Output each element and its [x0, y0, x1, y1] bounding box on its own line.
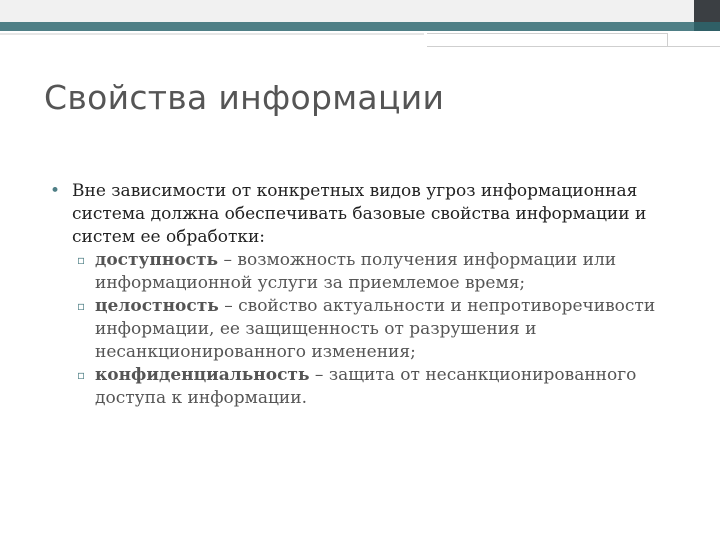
square-bullet-icon: ▫: [77, 253, 86, 267]
top-accent-bar: [0, 22, 720, 31]
slide-title: Свойства информации: [44, 78, 445, 117]
slide-content: [50, 180, 695, 410]
list-item: [50, 249, 695, 295]
square-bullet-icon: ▫: [77, 299, 86, 313]
intro-text: Вне зависимости от конкретных видов угроз информационная система должна обеспечивать базовые свойства информации и систем ее обработки:: [72, 181, 647, 247]
property-desc: – защита от несанкционированного доступа к информации.: [95, 365, 637, 408]
bullet-main: [50, 180, 695, 249]
list-item: [50, 295, 695, 364]
top-bar-dark: [694, 0, 720, 22]
property-term: целостность: [95, 296, 219, 316]
property-list: [50, 249, 695, 410]
divider-right-box: [427, 33, 668, 46]
top-accent-bar-end: [694, 22, 720, 31]
divider-right: [427, 46, 720, 47]
bullet-dot-icon: •: [50, 181, 61, 201]
property-term: конфиденциальность: [95, 365, 310, 385]
square-bullet-icon: ▫: [77, 368, 86, 382]
top-bar-light: [0, 0, 694, 22]
list-item: [50, 364, 695, 410]
property-term: доступность: [95, 250, 219, 270]
property-desc: – возможность получения информации или информационной услуги за приемлемое время;: [95, 250, 617, 293]
divider-left: [0, 33, 424, 35]
property-desc: – свойство актуальности и непротиворечивости информации, ее защищенность от разрушения и несанкционированного изменения;: [95, 296, 656, 362]
